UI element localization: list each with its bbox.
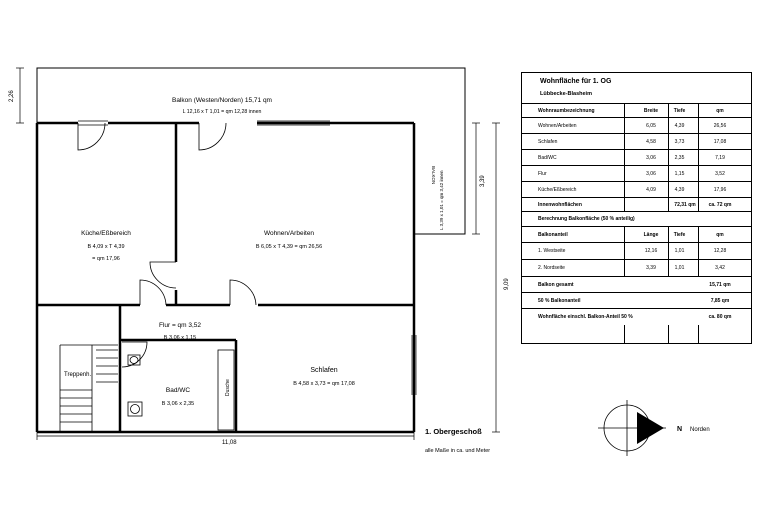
table-cell: Wohnen/Arbeiten <box>538 122 577 129</box>
table-cell: 1,01 <box>674 265 685 271</box>
table-cell: 4,39 <box>674 186 685 193</box>
table-cell: 4,09 <box>646 186 656 193</box>
sink-fixture <box>128 402 142 416</box>
table-cell: 3,06 <box>646 170 656 177</box>
table-cell: 12,28 <box>713 248 727 254</box>
inner-total-sum: 72,31 qm <box>674 201 696 208</box>
shower-label: Dusche <box>225 379 231 396</box>
balcony-total-row <box>522 277 751 293</box>
col-header: Balkonanteil <box>538 231 568 238</box>
room-bath-name: Bad/WC <box>165 387 191 394</box>
room-stairs-name: Treppenh. <box>64 372 92 378</box>
balcony-dims: L 12,16 x T 1,01 = qm 12,28 innen <box>182 109 262 115</box>
table-cell: 12,16 <box>644 248 658 254</box>
compass-letter: N <box>677 426 683 433</box>
table-cell: 7,19 <box>715 154 725 161</box>
table-cell: 4,39 <box>674 122 685 129</box>
table-cell: 3,42 <box>715 265 725 271</box>
table-cell: 2. Nordseite <box>538 265 565 271</box>
table-cell: 3,39 <box>646 265 656 271</box>
room-kitchen-name: Küche/Eßbereich <box>81 230 131 237</box>
inner-total-label: Innenwohnflächen <box>538 201 582 208</box>
dim-height-label: 9,09 <box>504 278 510 290</box>
dim-top-label: 2,26 <box>9 90 15 102</box>
table-row <box>522 134 751 150</box>
balcony-column-headers <box>522 227 751 243</box>
balcony-total-label: Balkon gesamt <box>538 281 574 288</box>
toilet-fixture <box>128 355 140 365</box>
table-cell: 1,01 <box>674 248 685 254</box>
table-row <box>522 150 751 166</box>
col-header: qm <box>716 107 724 114</box>
col-header: Länge <box>643 231 659 238</box>
table-cell: Schlafen <box>538 138 558 145</box>
dimension-top <box>16 68 24 123</box>
room-kitchen-dims: B 4,09 x T 4,39 <box>87 244 125 250</box>
col-header: Breite <box>643 107 659 114</box>
table-cell: Küche/Eßbereich <box>538 186 577 193</box>
table-row <box>522 260 751 277</box>
col-header: Tiefe <box>673 231 686 238</box>
balcony-outline <box>37 68 465 234</box>
balcony-side-label: BALKON <box>431 166 436 185</box>
table-cell: 3,52 <box>715 170 725 177</box>
grand-total-row <box>522 309 751 325</box>
table-column-headers <box>522 104 751 118</box>
room-hall-dims: B 3,06 x 1,15 <box>163 335 197 341</box>
dimension-height <box>492 123 500 432</box>
floor-title: 1. Obergeschoß <box>425 427 482 436</box>
dim-side-label: 3,39 <box>480 175 486 187</box>
balcony-heading-row <box>522 212 751 227</box>
measurement-note: alle Maße in ca. und Meter <box>425 448 491 454</box>
room-bedroom-dims: B 4,58 x 3,73 = qm 17,08 <box>293 381 355 387</box>
balcony-share-label: 50 % Balkonanteil <box>538 297 581 304</box>
table-row <box>522 118 751 134</box>
table-subtitle: Lübbecke-Blasheim <box>540 91 592 97</box>
grand-total-label: Wohnfläche einschl. Balkon-Anteil 50 % <box>538 314 633 320</box>
balcony-share-value: 7,85 qm <box>710 297 730 304</box>
balcony-title: Balkon (Westen/Norden) 15,71 qm <box>172 97 272 104</box>
room-living-name: Wohnen/Arbeiten <box>263 230 315 237</box>
windows <box>78 121 416 395</box>
room-bedroom-name: Schlafen <box>310 367 338 374</box>
table-cell: 3,06 <box>646 154 656 161</box>
table-cell: 17,96 <box>713 186 727 193</box>
table-cell: 3,73 <box>674 138 685 145</box>
area-table <box>521 72 752 344</box>
col-header: Wohnraumbezeichnung <box>538 107 595 114</box>
room-bath-dims: B 3,06 x 2,35 <box>161 401 195 407</box>
table-cell: 4,58 <box>646 138 656 145</box>
table-row <box>522 166 751 182</box>
compass-label: Norden <box>690 427 710 433</box>
balcony-heading: Berechnung Balkonfläche (50 % anteilig) <box>538 216 635 222</box>
grand-total-value: ca. 80 qm <box>708 314 732 320</box>
room-hall-name: Flur = qm 3,52 <box>158 322 202 329</box>
table-cell: 26,56 <box>713 122 727 129</box>
table-title: Wohnfläche für 1. OG <box>540 78 612 85</box>
room-living-dims: B 6,05 x T 4,39 = qm 26,56 <box>255 244 323 250</box>
table-cell: 1,15 <box>674 170 685 177</box>
table-cell: 1. Westseite <box>538 248 566 254</box>
table-cell: Flur <box>538 170 547 177</box>
table-cell: 6,05 <box>646 122 656 129</box>
table-cell: Bad/WC <box>538 154 557 161</box>
balcony-share-row <box>522 293 751 309</box>
compass-icon <box>598 400 666 456</box>
balcony-total-value: 15,71 qm <box>709 281 731 288</box>
col-header: Tiefe <box>673 107 686 114</box>
table-header-block <box>522 73 751 104</box>
dim-width-label: 11,08 <box>222 440 237 446</box>
table-cell: 17,08 <box>713 138 727 145</box>
dimension-side <box>472 123 480 234</box>
table-cell: 2,35 <box>674 154 685 161</box>
room-kitchen-area: = qm 17,96 <box>92 256 120 262</box>
balcony-side-dims: L 3,39 x 1,01 = qm 3,42 innen <box>439 170 444 230</box>
inner-total-approx: ca. 72 qm <box>708 201 732 208</box>
table-row <box>522 182 751 198</box>
col-header: qm <box>716 231 724 238</box>
staircase <box>60 345 118 432</box>
inner-total-row <box>522 198 751 212</box>
table-row <box>522 243 751 260</box>
